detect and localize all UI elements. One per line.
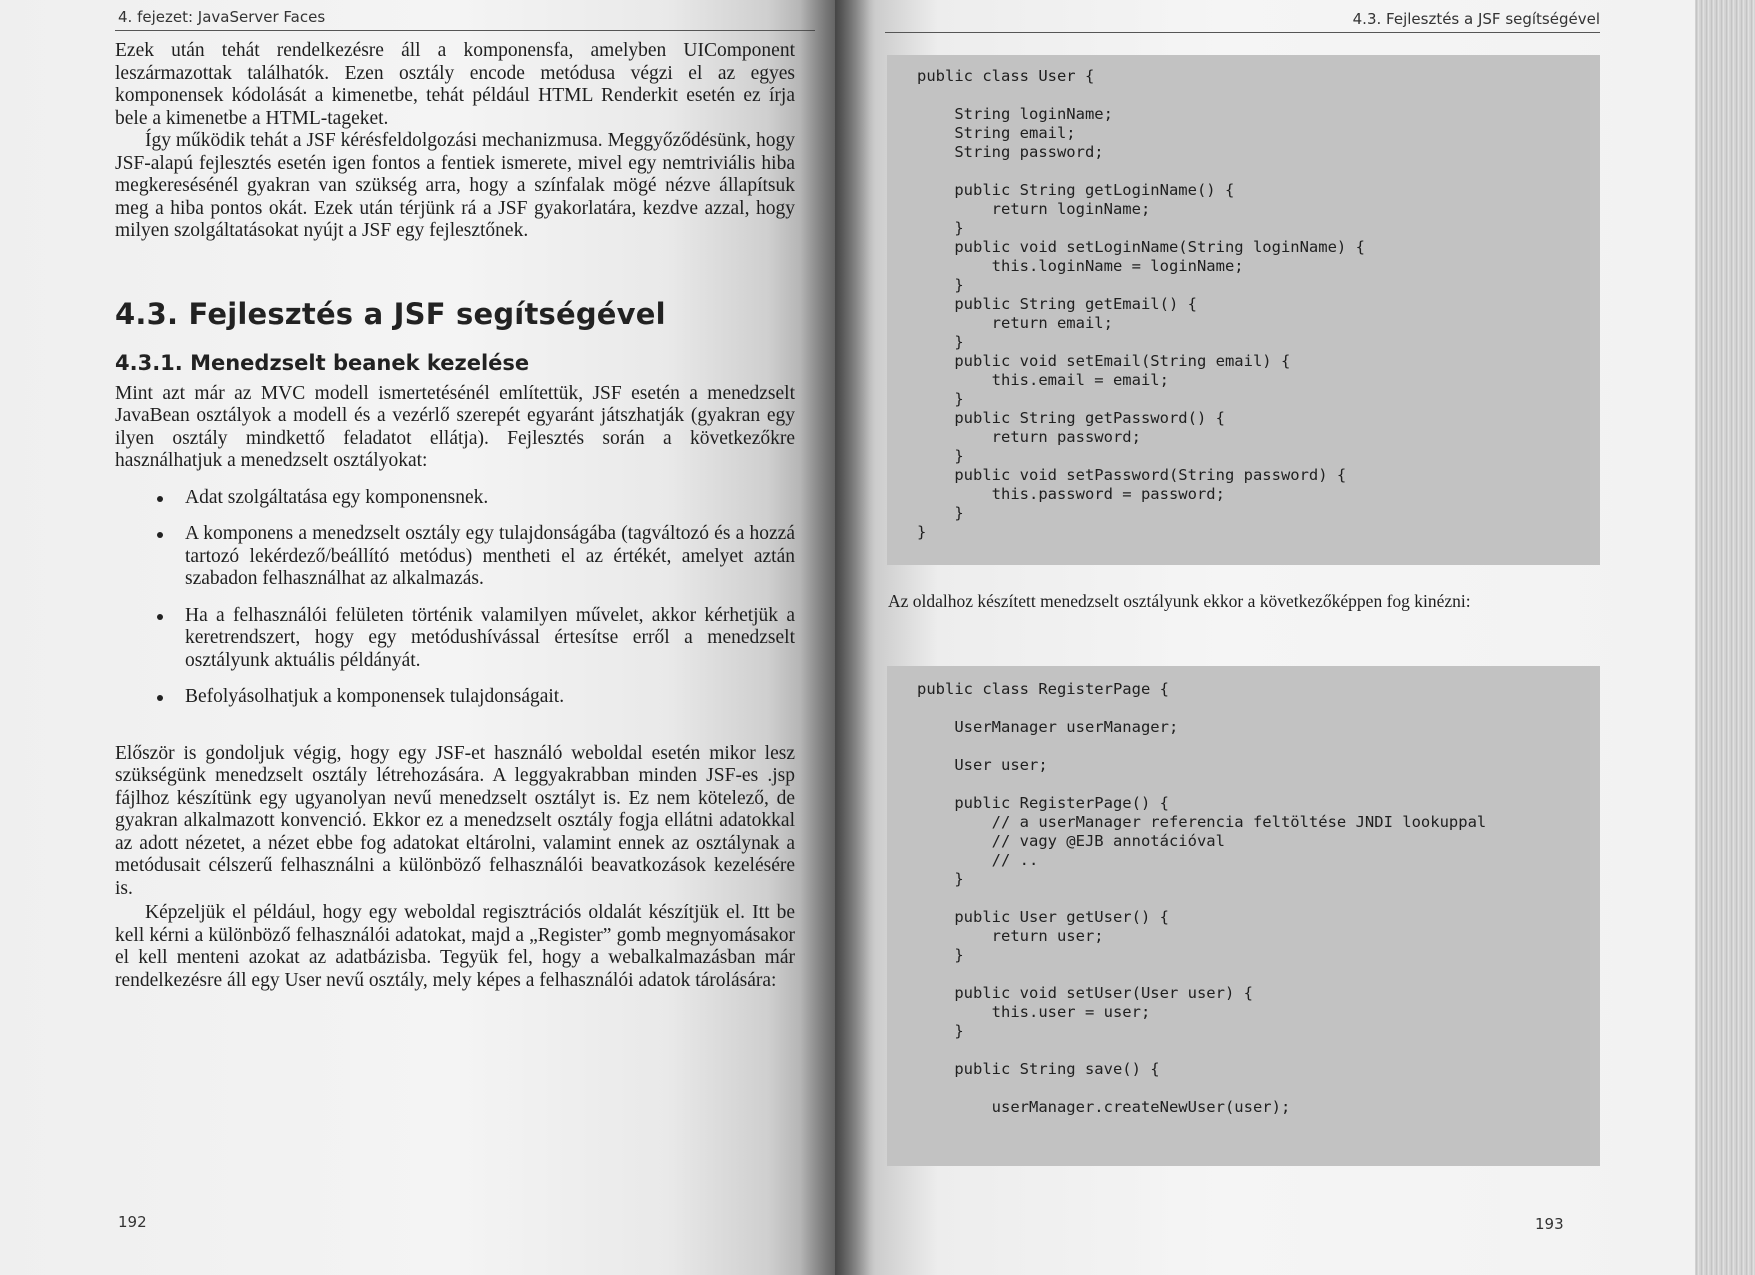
code-user-block: [917, 67, 1365, 542]
bullet-list: [115, 487, 795, 709]
code-line: [917, 699, 1486, 718]
code-line: return email;: [917, 314, 1113, 332]
left-page: [0, 0, 835, 1275]
code-line: public void setLoginName(String loginName) {: [917, 238, 1365, 256]
code-line: }: [917, 1022, 964, 1040]
code-line: }: [917, 870, 964, 888]
subsection-title: 4.3.1. Menedzselt beanek kezelése: [115, 350, 530, 375]
right-page-number: 193: [1535, 1215, 1564, 1233]
code-line: }: [917, 523, 927, 541]
code-line: public User getUser() {: [917, 908, 1169, 926]
code-line: [917, 162, 1365, 181]
right-running-head: 4.3. Fejlesztés a JSF segítségével: [1352, 10, 1600, 28]
code-listing-user: [887, 55, 1600, 565]
subsection-intro: Mint azt már az MVC modell ismertetésénél említettük, JSF esetén a menedzselt JavaBean osztályok a modell és a vezérlő szerepét egyaránt játszhatják (gyakran egy ilyen osztály mindkettő feladatot ellátja). Fejlesztés során a következőkre használhatjuk a menedzselt osztályokat:: [115, 382, 795, 471]
left-text-column: [115, 40, 795, 992]
code-line: public String getLoginName() {: [917, 181, 1235, 199]
code-line: [917, 737, 1486, 756]
intro-paragraph-2: Így működik tehát a JSF kérésfeldolgozási mechanizmusa. Meggyőződésünk, hogy JSF-alapú fejlesztés esetén igen fontos a fentiek ismerete, mivel egy nemtriviális hiba megkeresésénél gyakran van szükség arra, hogy a színfalak mögé nézve állapítsuk meg a hiba pontos okát. Ezek után térjünk rá a JSF gyakorlatára, kezdve azzal, hogy milyen szolgáltatásokat nyújt a JSF egy fejlesztőnek.: [115, 130, 795, 241]
bullet-icon: [157, 532, 163, 538]
code-line: // a userManager referencia feltöltése JNDI lookuppal: [917, 813, 1487, 831]
code-line: userManager.createNewUser(user);: [917, 1098, 1291, 1116]
intro-paragraph-1: Ezek után tehát rendelkezésre áll a komponensfa, amelyben UIComponent leszármazottak találhatók. Ezen osztály encode metódusa végzi el az egyes komponensek kódolását a kimenetbe, tehát például HTML Renderkit esetén ez írja bele a kimenetbe a HTML-tageket.: [115, 40, 795, 129]
code-line: [917, 965, 1486, 984]
code-line: [917, 1041, 1486, 1060]
code-line: }: [917, 390, 964, 408]
code-line: [917, 86, 1365, 105]
code-line: public RegisterPage() {: [917, 794, 1169, 812]
code-line: this.password = password;: [917, 485, 1225, 503]
list-item: [115, 523, 795, 591]
code-line: }: [917, 219, 964, 237]
code-line: this.email = email;: [917, 371, 1169, 389]
bullet-text: Befolyásolhatjuk a komponensek tulajdonságait.: [185, 686, 565, 707]
code-line: public String getEmail() {: [917, 295, 1197, 313]
list-item: [115, 605, 795, 673]
code-line: User user;: [917, 756, 1048, 774]
list-item: [115, 487, 795, 510]
left-page-number: 192: [118, 1213, 147, 1231]
code-line: }: [917, 276, 964, 294]
bullet-text: A komponens a menedzselt osztály egy tulajdonságába (tagváltozó és a hozzá tartozó lekérdező/beállító metódus) mentheti el az értékét, amelyet aztán szabadon felhasználhat az alkalmazás.: [185, 523, 795, 589]
code-line: [917, 1079, 1486, 1098]
right-header-rule: [885, 32, 1600, 33]
code-line: }: [917, 946, 964, 964]
bullet-icon: [157, 695, 163, 701]
bullet-text: Ha a felhasználói felületen történik valamilyen művelet, akkor kérhetjük a keretrendszert, hogy egy metódushívással értesítse erről a menedzselt osztályunk aktuális példányát.: [185, 604, 795, 671]
code-line: public void setPassword(String password) {: [917, 466, 1347, 484]
code-line: [917, 775, 1486, 794]
code-line: public void setEmail(String email) {: [917, 352, 1291, 370]
code-line: String password;: [917, 143, 1104, 161]
code-line: [917, 889, 1486, 908]
closing-paragraph-2: Képzeljük el például, hogy egy weboldal regisztrációs oldalát készítjük el. Itt be kell kérni a különböző felhasználói adatokat, majd a „Register” gomb megnyomásakor el kell menteni azokat az adatbázisba. Tegyük fel, hogy a webalkalmazásban már rendelkezésre áll egy User nevű osztály, mely képes a felhasználói adatok tárolására:: [115, 902, 795, 991]
right-page: [835, 0, 1695, 1275]
code-register-block: [917, 680, 1486, 1117]
code-line: public String getPassword() {: [917, 409, 1225, 427]
code-line: public String save() {: [917, 1060, 1160, 1078]
code-line: this.loginName = loginName;: [917, 257, 1244, 275]
code-line: this.user = user;: [917, 1003, 1151, 1021]
code-line: public void setUser(User user) {: [917, 984, 1253, 1002]
code-line: public class RegisterPage {: [917, 680, 1169, 698]
code-line: return loginName;: [917, 200, 1151, 218]
left-running-head: 4. fejezet: JavaServer Faces: [118, 8, 326, 26]
code-line: }: [917, 447, 964, 465]
bullet-text: Adat szolgáltatása egy komponensnek.: [185, 486, 489, 508]
code-line: UserManager userManager;: [917, 718, 1179, 736]
code-line: String email;: [917, 124, 1076, 142]
section-title: 4.3. Fejlesztés a JSF segítségével: [115, 296, 666, 331]
code-line: public class User {: [917, 67, 1095, 85]
code-line: // vagy @EJB annotációval: [917, 832, 1225, 850]
page-edges: [1695, 0, 1755, 1275]
code-line: return password;: [917, 428, 1141, 446]
bullet-icon: [157, 496, 163, 502]
code-line: // ..: [917, 851, 1039, 869]
right-middle-text: Az oldalhoz készített menedzselt osztályunk ekkor a következőképpen fog kinézni:: [888, 591, 1471, 611]
code-line: String loginName;: [917, 105, 1113, 123]
code-line: }: [917, 504, 964, 522]
code-line: return user;: [917, 927, 1104, 945]
code-line: }: [917, 333, 964, 351]
left-header-rule: [115, 30, 815, 31]
list-item: [115, 686, 795, 709]
closing-paragraph-1: Először is gondoljuk végig, hogy egy JSF-et használó weboldal esetén mikor lesz szükségünk menedzselt osztály létrehozására. A leggyakrabban minden JSF-es .jsp fájlhoz készítünk egy ugyanolyan nevű menedzselt osztályt is. Ez nem kötelező, de gyakran alkalmazott konvenció. Ekkor ez a menedzselt osztály fogja ellátni adatokkal az adott nézetet, a nézet ebbe fog adatokat eltárolni, valamint ennek az osztálynak a metódusait célszerű felhasználni a különböző felhasználói beavatkozások kezelésére is.: [115, 742, 795, 899]
code-listing-registerpage: [887, 666, 1600, 1166]
bullet-icon: [157, 614, 163, 620]
